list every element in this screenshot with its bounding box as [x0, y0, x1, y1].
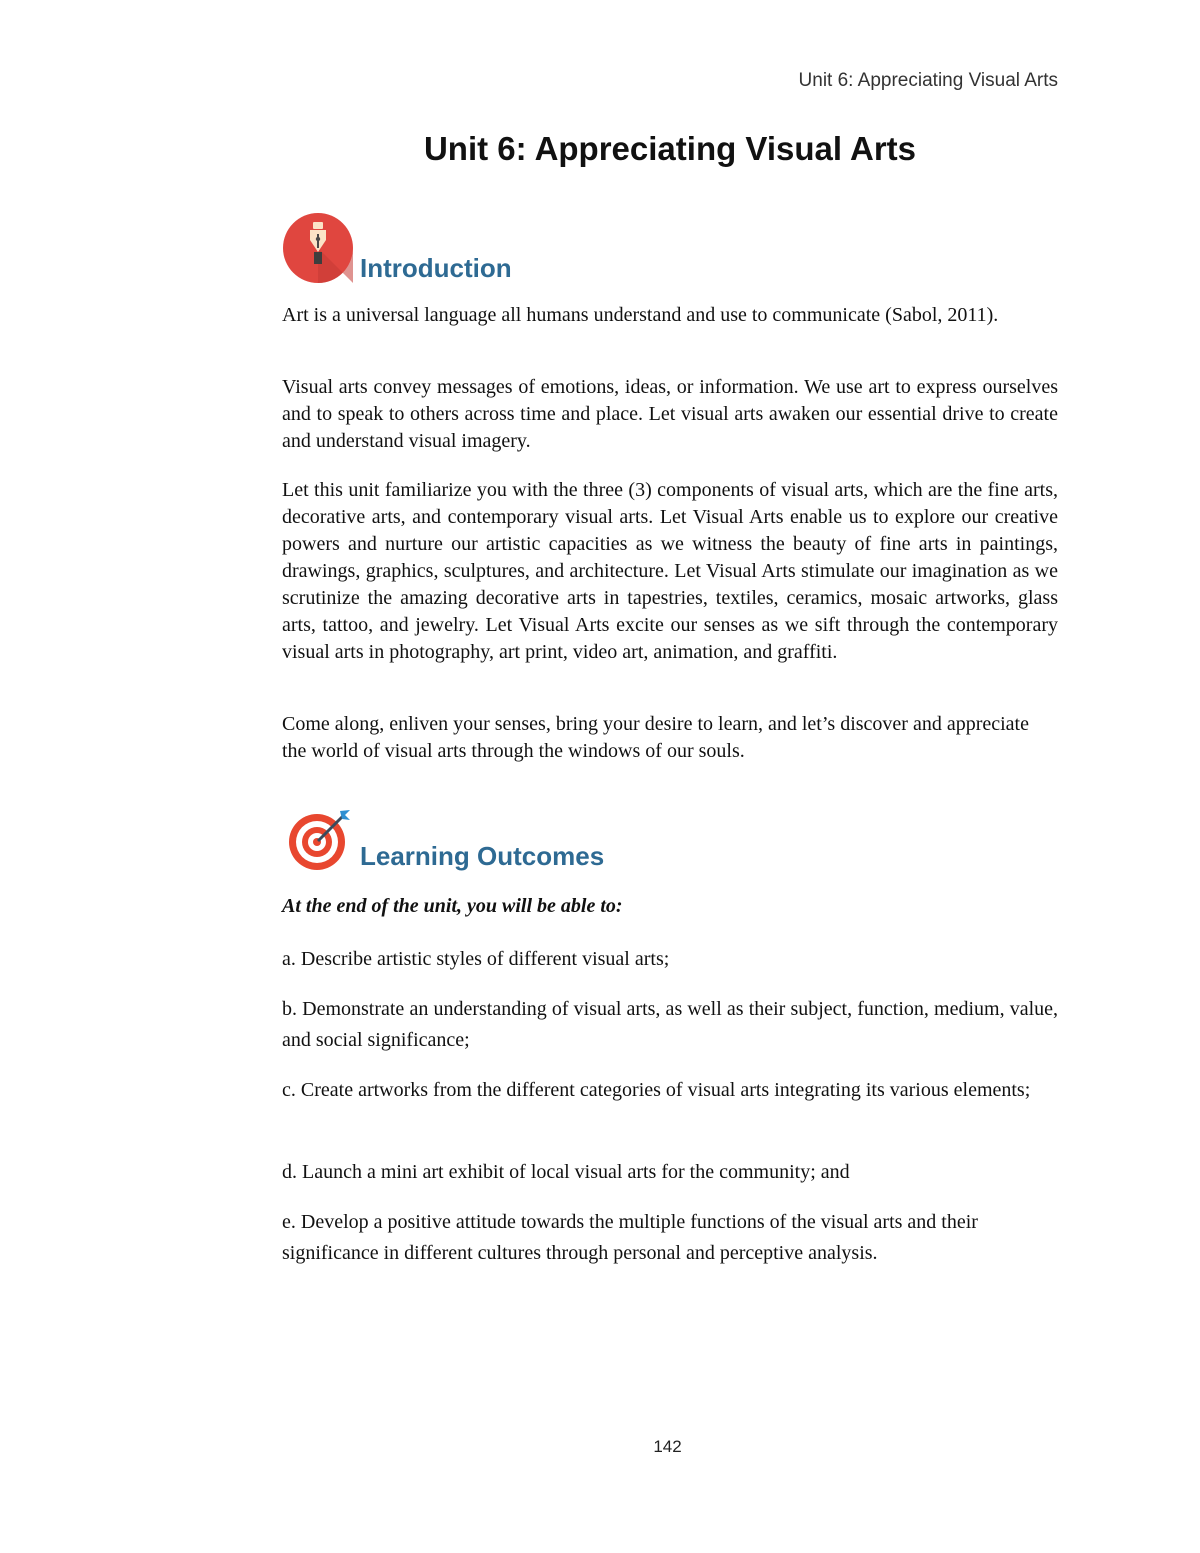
introduction-heading: Introduction — [360, 253, 512, 283]
intro-paragraph-3: Let this unit familiarize you with the three (3) components of visual arts, which are the fine arts, decorative arts, and contemporary visual arts. Let Visual Arts enable us to explore our creative powers and nurture our artistic capacities as we witness the beauty of fine arts in paintings, drawings, graphics, sculptures, and architecture. Let Visual Arts stimulate our imagination as we scrutinize the amazing decorative arts in tapestries, textiles, ceramics, mosaic artworks, glass arts, tattoo, and jewelry. Let Visual Arts excite our senses as we sift through the contemporary visual arts in photography, art print, video art, animation, and graffiti. — [282, 479, 1058, 663]
outcomes-heading-row — [282, 806, 604, 872]
intro-paragraph-1: Art is a universal language all humans understand and use to communicate (Sabol, 2011). — [282, 304, 999, 326]
outcome-item-d: d. Launch a mini art exhibit of local visual arts for the community; and — [282, 1161, 850, 1183]
target-icon — [282, 806, 354, 872]
intro-paragraph-2: Visual arts convey messages of emotions, ideas, or information. We use art to express ourselves and to speak to others across time and place. Let visual arts awaken our essential drive to create and understand visual imagery. — [282, 376, 1058, 452]
intro-paragraph-4: Come along, enliven your senses, bring your desire to learn, and let’s discover and appreciate the world of visual arts through the windows of our souls. — [282, 713, 1029, 762]
outcomes-heading: Learning Outcomes — [360, 841, 605, 871]
outcome-item-b: b. Demonstrate an understanding of visual arts, as well as their subject, function, medium, value, and social significance; — [282, 998, 1058, 1051]
running-header: Unit 6: Appreciating Visual Arts — [798, 70, 1058, 91]
page-number: 142 — [653, 1437, 682, 1456]
page-title: Unit 6: Appreciating Visual Arts — [423, 130, 917, 167]
introduction-heading-row — [282, 212, 512, 284]
outcome-item-e: e. Develop a positive attitude towards the multiple functions of the visual arts and their significance in different cultures through personal and perceptive analysis. — [282, 1211, 978, 1264]
outcome-item-c: c. Create artworks from the different categories of visual arts integrating its various elements; — [282, 1079, 1031, 1101]
pen-nib-icon — [282, 212, 354, 284]
outcomes-lead: At the end of the unit, you will be able to: — [282, 895, 623, 917]
outcome-item-a: a. Describe artistic styles of different visual arts; — [282, 948, 670, 970]
